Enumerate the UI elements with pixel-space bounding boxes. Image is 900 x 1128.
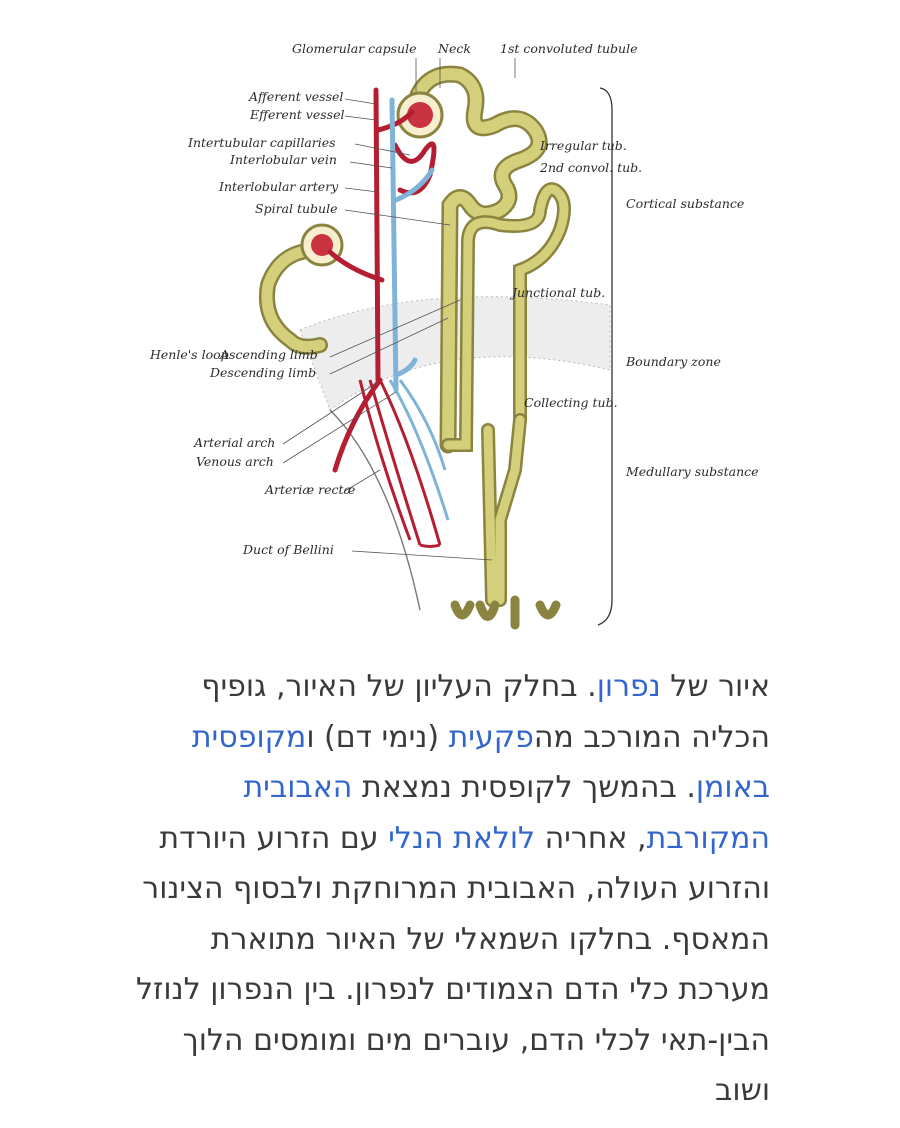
arteries — [330, 90, 434, 470]
label-afferent-vessel: Afferent vessel — [249, 89, 344, 104]
caption-text: (נימי דם) ו — [306, 719, 449, 755]
label-glomerular-capsule: Glomerular capsule — [292, 41, 417, 56]
label-junctional-tub: Junctional tub. — [512, 285, 606, 300]
label-medullary-substance: Medullary substance — [626, 464, 759, 479]
label-first-convoluted: 1st convoluted tubule — [500, 41, 638, 56]
label-efferent-vessel: Efferent vessel — [250, 107, 345, 122]
label-collecting-tub: Collecting tub. — [524, 395, 618, 410]
label-ascending-limb: Ascending limb — [220, 347, 318, 362]
label-arterial-arch: Arterial arch — [194, 435, 276, 450]
caption-text: עם הזרוע היורדת והזרוע העולה, האבובית המרוחקת ולבסוף הצינור המאסף. בחלקו השמאלי של האיור מתוארת מערכת כלי הדם הצמודים לנפרון. בין הנפרון לנוזל הבין-תאי לכלי הדם, עוברים מים ומומסים הלוך ושוב — [135, 820, 770, 1108]
label-intertubular-capillaries: Intertubular capillaries — [188, 135, 336, 150]
caption-text: , אחריה — [535, 820, 647, 856]
caption-link[interactable]: לולאת הנלי — [388, 820, 536, 856]
label-interlobular-vein: Interlobular vein — [230, 152, 337, 167]
label-descending-limb: Descending limb — [210, 365, 317, 380]
caption-text: איור של — [660, 669, 770, 704]
label-duct-of-bellini: Duct of Bellini — [243, 542, 334, 557]
caption-link[interactable]: האבובית המקורבת — [243, 770, 770, 856]
label-boundary-zone: Boundary zone — [626, 354, 721, 369]
caption-link[interactable]: פקעית — [448, 719, 534, 755]
label-irregular-tub: Irregular tub. — [540, 138, 627, 153]
label-venous-arch: Venous arch — [196, 454, 274, 469]
caption-link[interactable]: מקופסית באומן — [191, 719, 770, 805]
label-neck: Neck — [438, 41, 471, 56]
caption-link[interactable]: נפרון — [596, 669, 661, 704]
label-second-convol: 2nd convol. tub. — [540, 160, 643, 175]
caption-text: . בהמשך לקופסית נמצאת — [352, 770, 696, 805]
label-henles-loop: Henle's loop — [150, 347, 229, 362]
caption-text: . בחלק העליון של האיור, גופיף הכליה המורכב מה — [201, 669, 770, 755]
label-cortical-substance: Cortical substance — [626, 196, 745, 211]
label-arteriae-rectae: Arteriæ rectæ — [265, 482, 356, 497]
figure-caption — [130, 662, 770, 1117]
label-spiral-tubule: Spiral tubule — [255, 201, 338, 216]
label-interlobular-artery: Interlobular artery — [219, 179, 339, 194]
arteriae-rectae — [360, 380, 448, 547]
